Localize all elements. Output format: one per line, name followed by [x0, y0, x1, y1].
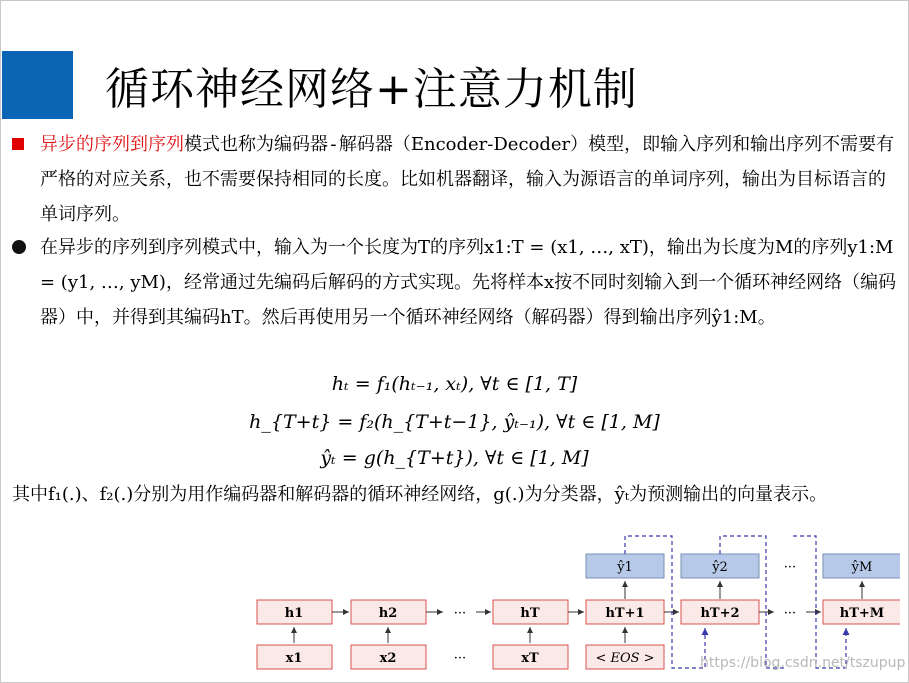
output-label-2: ŷ2 [712, 560, 728, 575]
input-row [257, 645, 664, 669]
output-label-1: ŷ1 [617, 560, 633, 575]
equation-decoder: h_{T+t} = f₂(h_{T+t−1}, ŷₜ₋₁), ∀t ∈ [1, M] [249, 411, 660, 433]
round-bullet-icon [12, 240, 26, 254]
equation-output: ŷₜ = g(h_{T+t}), ∀t ∈ [1, M] [320, 447, 589, 469]
hidden-label-t: hT [520, 606, 540, 621]
hidden-label-t2: hT+2 [700, 606, 740, 621]
output-label-m: ŷM [851, 560, 873, 575]
input-label-t: xT [521, 651, 539, 666]
async-seq2seq-highlight: 异步的序列到序列 [40, 134, 184, 155]
hidden-label-2: h2 [378, 606, 398, 621]
hidden-ellipsis-1: ··· [453, 606, 467, 621]
bullet-2-text: 在异步的序列到序列模式中，输入为一个长度为T的序列x1:T = (x1, …, xT)，输出为长度为M的序列y1:M = (y1, …, yM)，经常通过先编码后解码的方式实现。先将样本x按不同时刻输入到一个循环神经网络（编码器）中，并得到其编码hT。然后再使用另一个循环神经网络（解码器）得到输出序列ŷ1:M。 [40, 237, 897, 328]
input-arrows [294, 627, 625, 643]
hidden-ellipsis-2: ··· [783, 606, 797, 621]
hidden-label-t1: hT+1 [605, 606, 645, 621]
slide-title: 循环神经网络+注意力机制 [105, 64, 638, 115]
equation-encoder: hₜ = f₁(hₜ₋₁, xₜ), ∀t ∈ [1, T] [331, 373, 578, 395]
input-label-1: x1 [285, 651, 303, 666]
explanation-text: 其中f₁(.)、f₂(.)分别为用作编码器和解码器的循环神经网络，g(.)为分类器，ŷₜ为预测输出的向量表示。 [12, 484, 828, 505]
hidden-label-tm: hT+M [839, 606, 885, 621]
input-label-2: x2 [379, 651, 397, 666]
output-row [586, 554, 900, 578]
square-bullet-icon [12, 138, 24, 150]
watermark-url: https://blog.csdn.net/tszupup [700, 655, 906, 671]
input-ellipsis: ··· [453, 651, 467, 666]
bullet-1-part-c: ，输入为源语言的单词序列，输出为目标语言的单词序列。 [40, 169, 886, 225]
output-ellipsis: ··· [783, 560, 797, 575]
seq2seq-diagram [250, 528, 900, 673]
output-arrows [625, 581, 862, 599]
machine-translation-term: 机器翻译 [436, 169, 508, 190]
bullet-1-text [40, 127, 900, 232]
hidden-label-1: h1 [284, 606, 304, 621]
title-accent-block [2, 51, 73, 119]
encoder-decoder-term: 编码器-解码器 [274, 134, 393, 155]
bullet-1-part-a: 模式也称为 [184, 134, 274, 155]
bullet-1-part-b: （Encoder-Decoder）模型，即输入序列和输出序列不需要有严格的对应关系，也不需要保持相同的长度。比如 [40, 134, 895, 190]
input-label-eos: < EOS > [595, 651, 655, 666]
